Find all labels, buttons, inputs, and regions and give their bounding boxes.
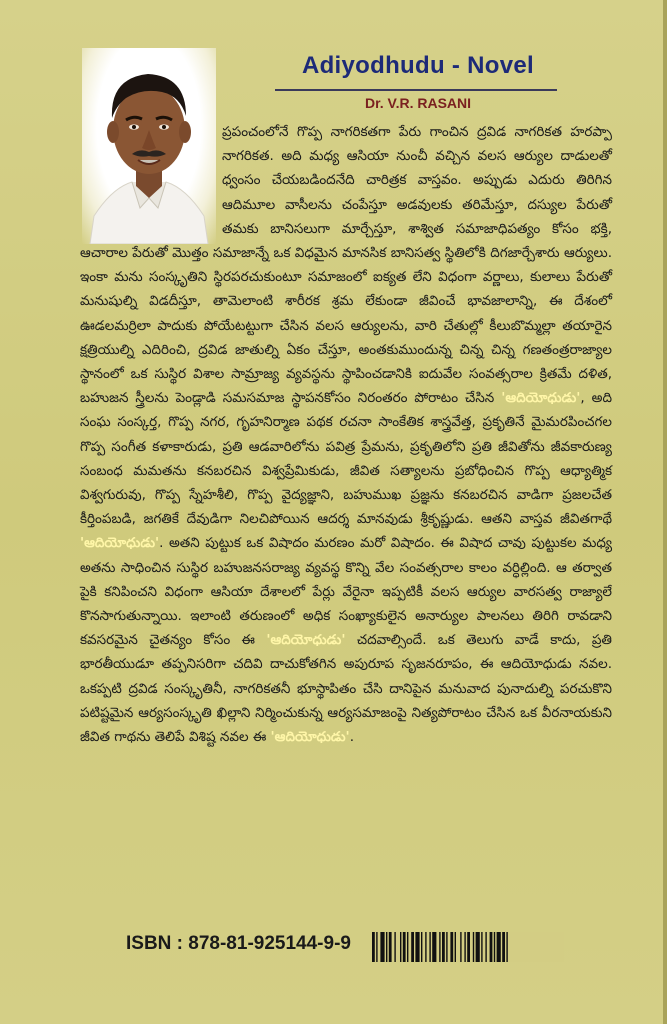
blurb-highlight-2: 'ఆదియోధుడు' xyxy=(80,535,160,552)
blurb-part-3: . అతని పుట్టుక ఒక విషాదం మరణం మరో విషాదం. ఈ విషాద చావు పుట్టుకల మధ్య అతను సాధించిన సుస్థిర బహుజనసరాజ్య వ్యవస్థ కొన్ని వేల సంవత్సరాల కాలం వర్ధిల్లింది. ఆ తర్వాత పైకి కనిపించని విధంగా ఆసియా దేశాలలో పేర్లు వేరైనా ఇప్పటికీ వలస ఆర్యుల వారసత్వ రాజ్యాలే కొనసాగుతున్నాయి. ఇలాంటి తరుణంలో అధిక సంఖ్యాకులైన అనార్యుల పాలనలు తిరిగి రావడాని కవసరమైన చైతన్యం కోసం ఈ xyxy=(80,535,612,649)
blurb-text xyxy=(80,120,612,749)
title-underline xyxy=(275,89,557,91)
blurb-highlight-4: 'ఆదియోధుడు' xyxy=(270,729,350,746)
blurb-part-2: , అది సంఘ సంస్కర్త, గొప్ప నగర, గృహనిర్మాణ పథక రచనా సాంకేతిక శాస్త్రవేత్త, ప్రకృతినే మైమరపించగల గొప్ప సంగీత కళాకారుడు, ప్రతి ఆడవారిలోను పవిత్ర ప్రేమను, ప్రకృతిలోని ప్రతి జీవితోను జీవకారుణ్య సంబంధ మమతను కనబరచిన విశ్వప్రేమికుడు, జీవిత సత్యాలను ప్రబోధించిన గొప్ప ఆధ్యాత్మిక విశ్వగురువు, గొప్ప స్నేహశీలి, గొప్ప వైద్యజ్ఞాని, బహుముఖ ప్రజ్ఞను కనబరచిన వాడిగా ప్రజలచేత కీర్తింపబడి, జగతికే దేవుడిగా నిలచిపోయిన ఆదర్శ మానవుడు శ్రీకృష్ణుడు. ఆతని వాస్తవ జీవితగాథే xyxy=(80,390,612,528)
author-name: Dr. V.R. RASANI xyxy=(364,95,472,111)
blurb-part-5: . xyxy=(349,729,354,746)
blurb-part-1: ప్రపంచంలోనే గొప్ప నాగరికతగా పేరు గాంచిన ద్రవిడ నాగరికత హరప్పా నాగరికత. అది మధ్య ఆసియా నుంచీ వచ్చిన వలస ఆర్యుల దాడులతో ధ్వంసం చేయబడిందనేది చారిత్రక వాస్తవం. అప్పుడు ఎదురు తిరిగిన ఆదిమూల వాసీలను చంపేస్తూ అడవులకు తరిమేస్తూ, దస్యుల పేరుతో తమకు బానిసలుగా మార్చేస్తూ, శాశ్విత సమాజాధిపత్యం కోసం భక్తి, ఆచారాల పేరుతో మొత్తం సమాజాన్నే ఒక విధమైన మానసిక బానిసత్వ స్థితిలోకి దిగజార్చేశారు ఆర్యులు. ఇంకా మను సంస్కృతిని స్థిరపరచుకుంటూ సమాజంలో ఐక్యత లేని విధంగా వర్ణాలు, కులాలు పేరుతో మనుషుల్ని విడదీస్తూ, తామెలాంటి శారీరక శ్రమ లేకుండా జీవించే భావజాలాన్ని, ఈ దేశంలో ఊడలమర్రిలా పాదుకు పోయేటట్టుగా చేసిన వలస ఆర్యులను, వారి చేతుల్లో కీలుబొమ్మల్లా తయారైన క్షత్రియుల్ని ఎదిరించి, ద్రవిడ జాతుల్ని ఏకం చేస్తూ, అంతకుముందున్న చిన్న చిన్న గణతంత్రరాజ్యాల స్థానంలో ఒక సుస్థిర విశాల సామ్రాజ్య వ్యవస్థను స్థాపించడానికి ఐదువేల సంవత్సరాల క్రితమే దళిత, బహుజన స్త్రీలను పెండ్లాడి సమసమాజ స్థాపనకోసం నిరంతరం పోరాటం చేసిన xyxy=(80,124,612,407)
blurb-highlight-3: 'ఆదియోధుడు' xyxy=(266,632,346,649)
blurb-highlight-1: 'ఆదియోధుడు' xyxy=(501,390,581,407)
book-title: Adiyodhudu - Novel xyxy=(301,52,535,79)
barcode xyxy=(372,932,564,962)
photo-wrap-space xyxy=(80,120,222,240)
blurb-part-4: చదవాల్సిందే. ఒక తెలుగు వాడే కాదు, ప్రతి భారతీయుడూ తప్పనిసరిగా చదివి దాచుకోతగిన అపురూప సృజనరూపం, ఈ ఆదియోధుడు నవల. ఒకప్పటి ద్రవిడ సంస్కృతినీ, నాగరికతనీ భూస్థాపితం చేసి దానిపైన మనువాద పునాదుల్ని పరచుకొని పటిష్టమైన ఆర్యసంస్కృతి ఖిల్లాని నిర్మించుకున్న ఆర్యసమాజంపై నిత్యపోరాటం చేసిన ఒక వీరనాయకుని జీవిత గాథను తెలిపే విశిష్ట నవల ఈ xyxy=(80,632,612,746)
isbn-number: ISBN : 878-81-925144-9-9 xyxy=(126,933,351,954)
